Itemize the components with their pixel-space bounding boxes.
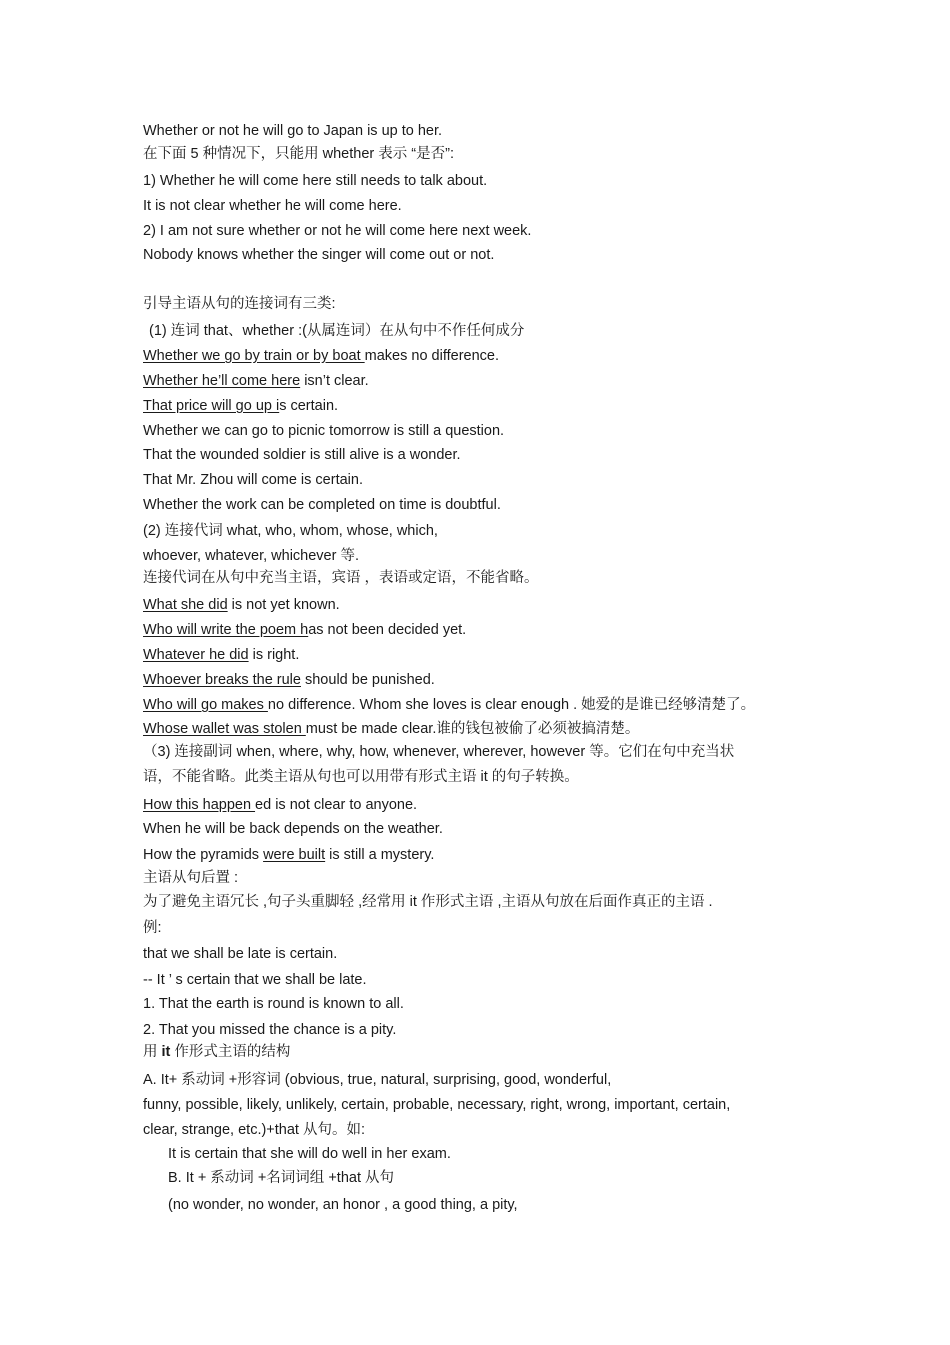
text-line: Nobody knows whether the singer will come out or not. [143,247,495,263]
heading-part: 用 [143,1044,162,1060]
example-line [143,671,435,689]
underlined-clause: Whose wallet was stolen [143,721,306,737]
text-line: Whether the work can be completed on time is doubtful. [143,497,501,513]
underlined-clause: How this happen [143,797,256,813]
line-start: How the pyramids [143,847,264,863]
text-line: When he will be back depends on the weather. [143,821,443,837]
text-line: 1. That the earth is round is known to all. [143,996,404,1012]
underlined-clause: Who will write the poem h [143,622,309,638]
text-line: Whether or not he will go to Japan is up to her. [143,123,443,139]
line-rest: no difference. Whom she loves is clear enough . 她爱的是谁已经够清楚了。 [267,697,756,713]
text-line: 2. That you missed the chance is a pity. [143,1022,397,1038]
line-rest: as not been decided yet. [308,622,467,638]
text-line: It is not clear whether he will come here. [143,198,402,214]
text-line: That the wounded soldier is still alive is a wonder. [143,447,461,463]
line-rest: ed is not clear to anyone. [255,797,418,813]
line-rest: should be punished. [300,672,435,688]
underlined-clause: Who will go makes [143,697,268,713]
example-line [143,720,639,738]
text-line: 1) Whether he will come here still needs to talk about. [143,173,488,189]
text-line: (no wonder, no wonder, an honor , a good thing, a pity, [168,1197,518,1213]
text-line: that we shall be late is certain. [143,946,338,962]
text-line: whoever, whatever, whichever 等. [143,548,359,564]
heading-keyword: it [161,1044,171,1060]
line-rest: is still a mystery. [325,847,435,863]
line-rest: makes no difference. [364,348,499,364]
text-line: (2) 连接代词 what, who, whom, whose, which, [143,523,438,539]
example-line [143,621,466,639]
example-line [143,846,434,864]
text-line: （3) 连接副词 when, where, why, how, whenever, wherever, however 等。它们在句中充当状 [143,744,735,760]
text-line: 例: [143,920,162,936]
line-rest: isn’t clear. [300,373,369,389]
underlined-clause: That price will go up i [143,398,280,414]
underlined-clause: Whatever he did [143,647,249,663]
heading-part: 作形式主语的结构 [170,1044,291,1060]
line-rest: s certain. [279,398,339,414]
text-line: Whether we can go to picnic tomorrow is still a question. [143,423,505,439]
text-line: (1) 连词 that、whether :(从属连词）在从句中不作任何成分 [149,323,525,339]
text-line: 2) I am not sure whether or not he will come here next week. [143,223,532,239]
text-line: B. It + 系动词 +名词词组 +that 从句 [168,1170,395,1186]
text-line: -- It ’ s certain that we shall be late. [143,972,367,988]
example-line [143,372,369,390]
underlined-clause: What she did [143,597,228,613]
text-line: 语，不能省略。此类主语从句也可以用带有形式主语 it 的句子转换。 [143,769,579,785]
section-heading [143,1043,290,1061]
underlined-clause: Whoever breaks the rule [143,672,301,688]
text-line: 在下面 5 种情况下，只能用 whether 表示 “是否”: [143,146,454,162]
line-rest: is right. [248,647,300,663]
text-line: A. It+ 系动词 +形容词 (obvious, true, natural, surprising, good, wonderful, [143,1072,612,1088]
example-line [143,696,755,714]
text-line: That Mr. Zhou will come is certain. [143,472,363,488]
example-line [143,347,499,365]
underlined-clause: Whether we go by train or by boat [143,348,365,364]
example-line [143,796,417,814]
text-line: 为了避免主语冗长 ,句子头重脚轻 ,经常用 it 作形式主语 ,主语从句放在后面作真正的主语 . [143,894,713,910]
section-heading: 主语从句后置 : [143,870,239,886]
example-line [143,397,338,415]
text-line: clear, strange, etc.)+that 从句。如: [143,1122,366,1138]
section-heading: 引导主语从句的连接词有三类: [143,296,336,312]
line-rest: is not yet known. [227,597,340,613]
text-line: It is certain that she will do well in her exam. [168,1146,451,1162]
example-line [143,596,340,614]
example-line [143,646,299,664]
text-line: 连接代词在从句中充当主语，宾语 ，表语或定语，不能省略。 [143,570,539,586]
text-line: funny, possible, likely, unlikely, certain, probable, necessary, right, wrong, important, certain, [143,1097,731,1113]
underlined-clause: Whether he’ll come here [143,373,301,389]
underlined-clause: were built [263,847,326,863]
line-rest: must be made clear.谁的钱包被偷了必须被搞清楚。 [305,721,640,737]
